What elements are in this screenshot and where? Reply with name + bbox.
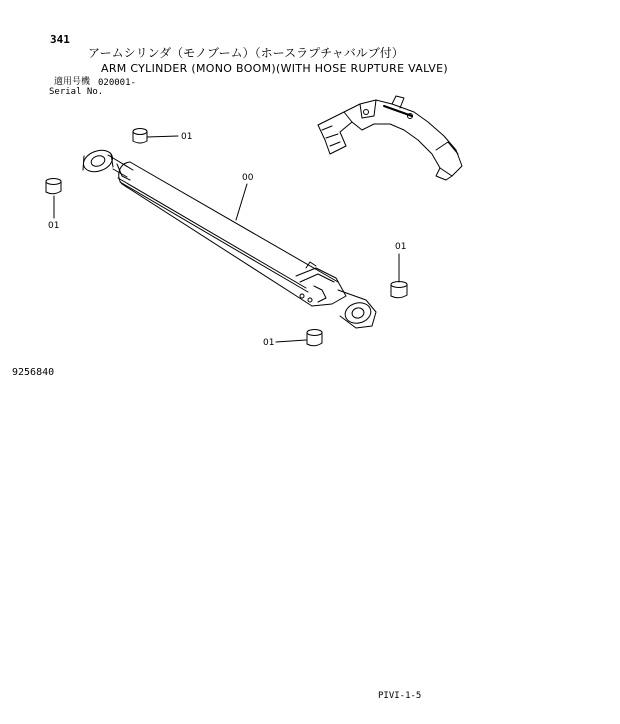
footer-code: PIVI-1-5 [378, 691, 422, 701]
drawing-number: 9256840 [12, 367, 55, 378]
serial-label-english: Serial No. [49, 87, 104, 97]
serial-label-japanese: 適用号機 [54, 77, 91, 87]
callout-bushing-left: 01 [48, 221, 60, 231]
leader-lines [54, 136, 399, 342]
page-title-japanese: アームシリンダ（モノブーム）（ホースラプチャバルブ付） [88, 46, 404, 60]
callout-bushing-bottom: 01 [263, 338, 275, 348]
page-title-english: ARM CYLINDER (MONO BOOM)(WITH HOSE RUPTURE VALVE) [101, 62, 448, 75]
arm-cylinder [80, 146, 376, 328]
bushing-top [133, 129, 147, 144]
serial-value: 020001- [98, 78, 136, 88]
bushing-bottom [307, 330, 322, 346]
excavator-locator-sketch [318, 96, 462, 180]
bushing-left [46, 179, 61, 194]
bushing-right [391, 282, 407, 298]
callout-bushing-right: 01 [395, 242, 407, 252]
callout-cylinder: 00 [242, 173, 254, 183]
page-number: 341 [50, 33, 70, 46]
callout-bushing-top: 01 [181, 132, 193, 142]
